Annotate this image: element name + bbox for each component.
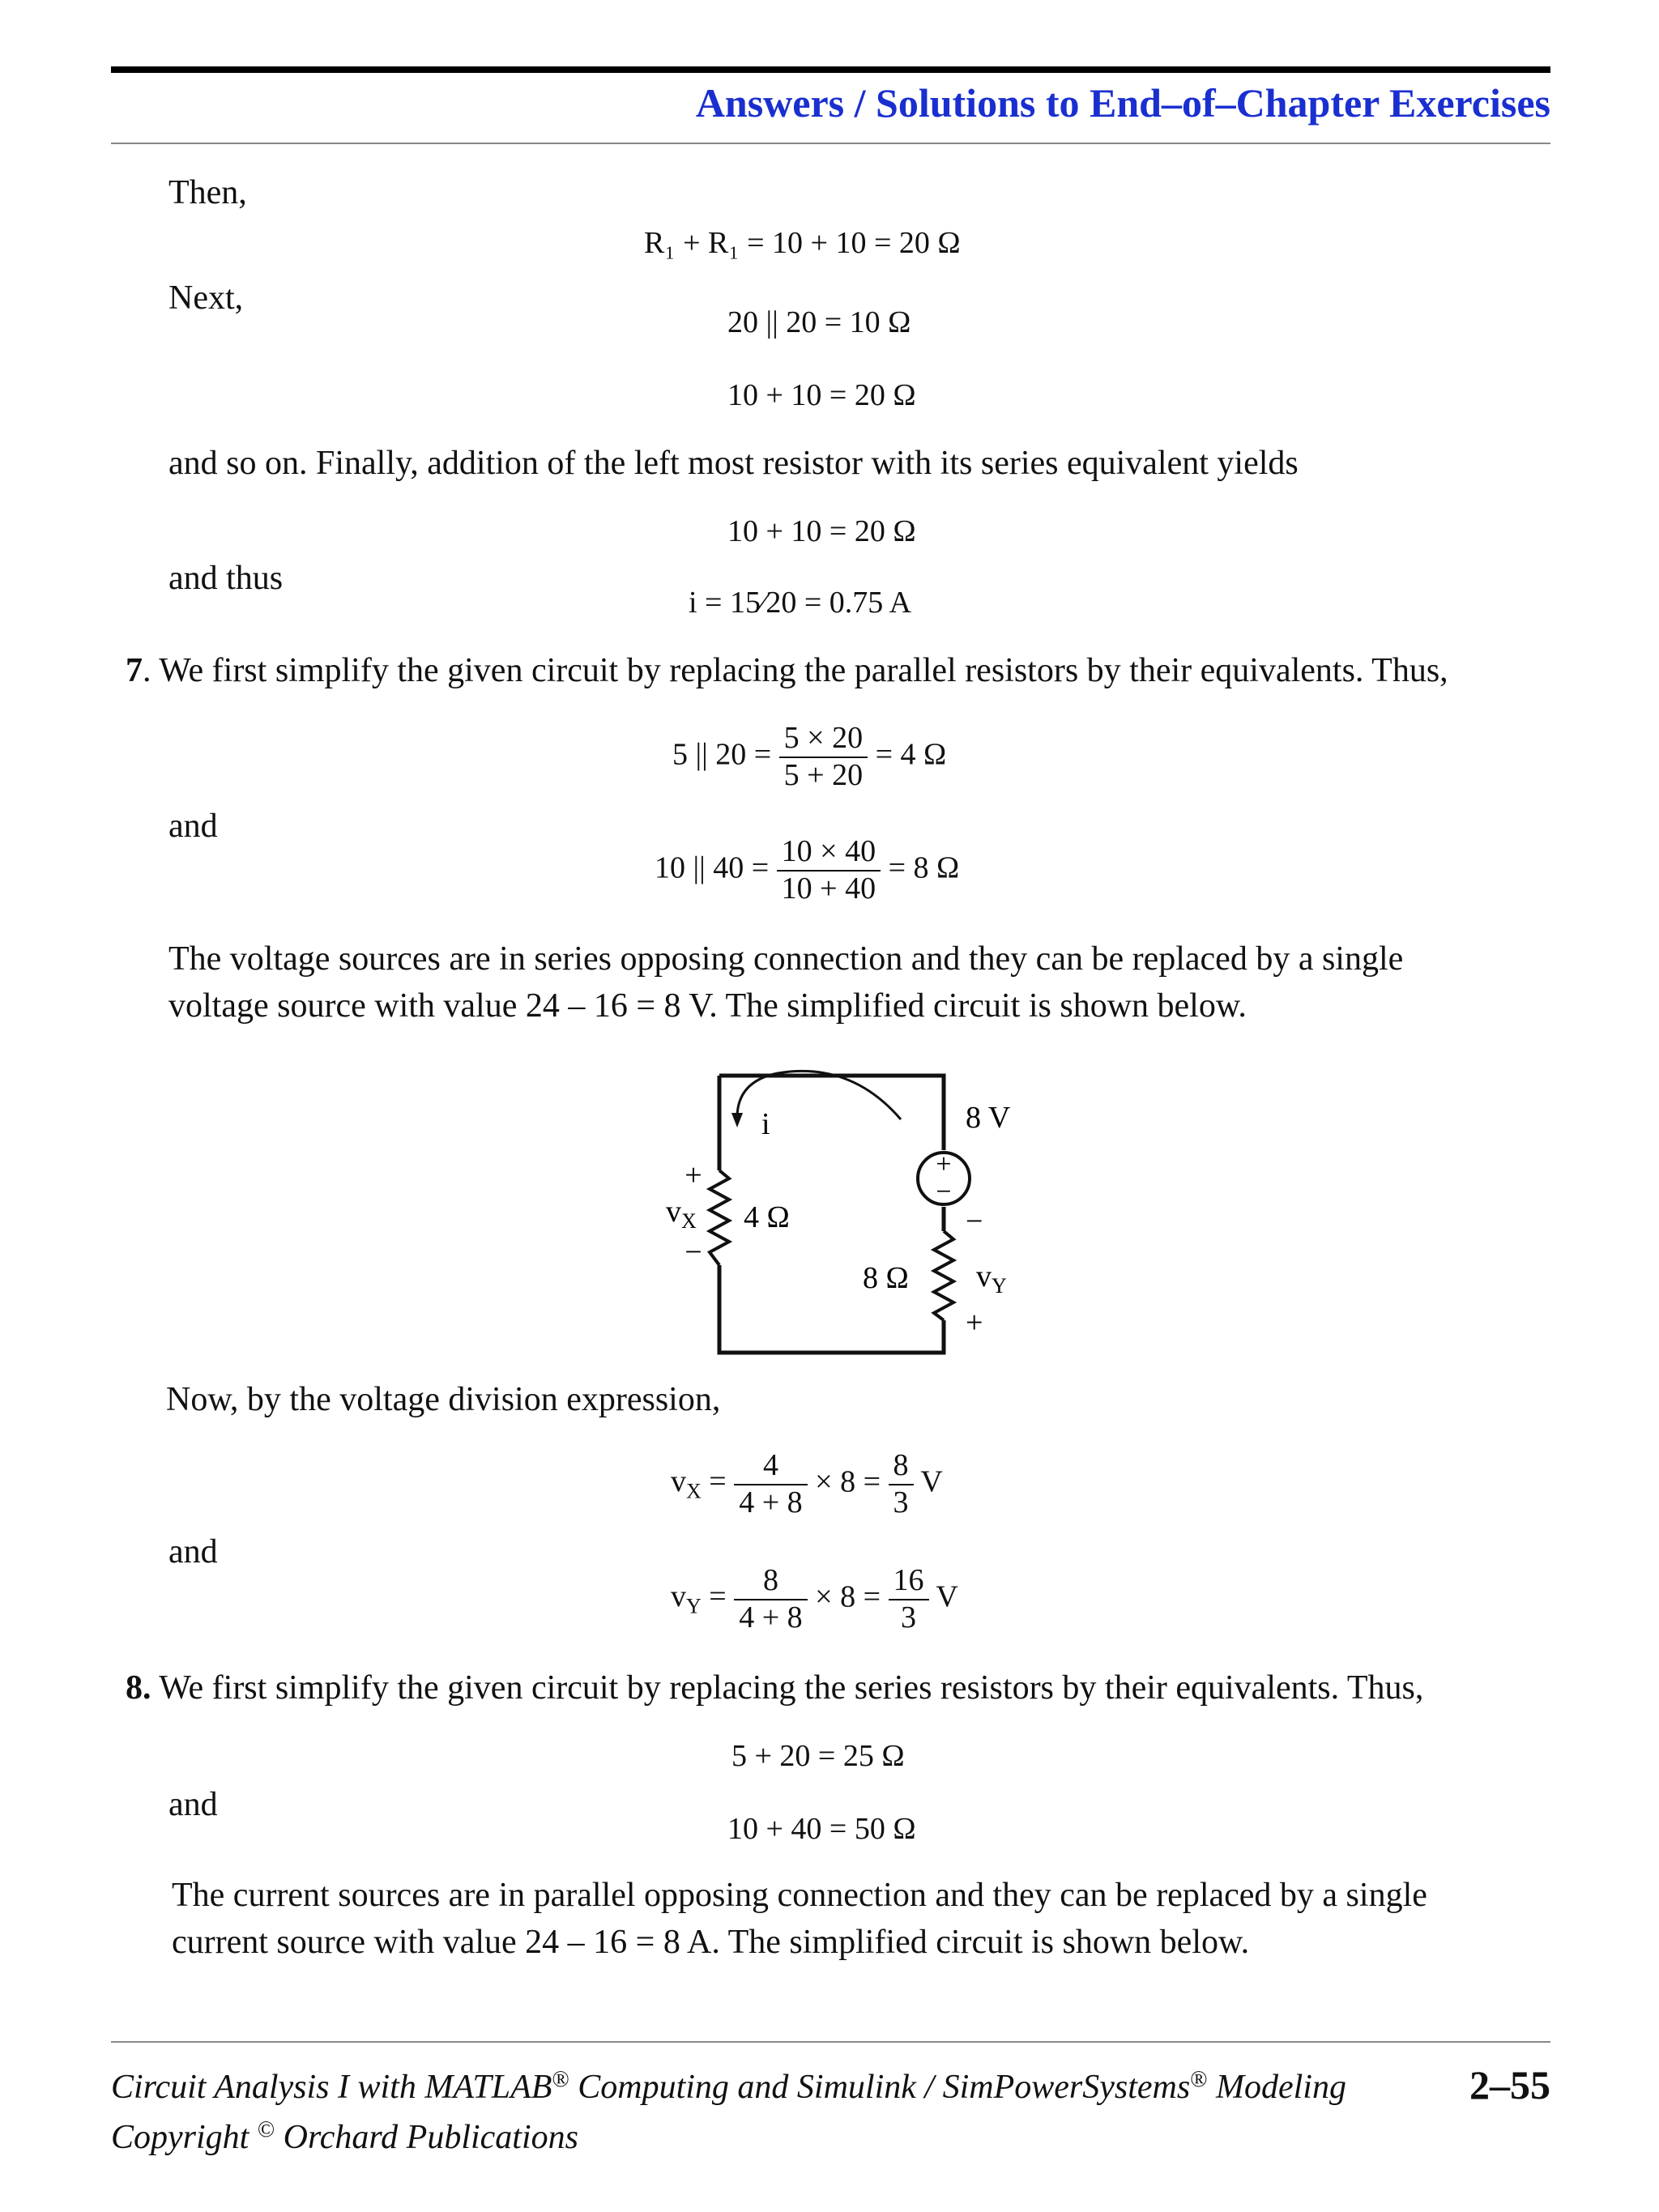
eq8-unit: V [920,1464,943,1499]
eq7-fraction [777,834,881,906]
resistor-8-ohm [934,1231,953,1320]
paragraph-current-sources-line2: current source with value 24 – 16 = 8 A. The simplified circuit is shown below. [172,1924,1250,1961]
eq9-result-fraction: $\frac{16}{3}$ [889,1563,929,1635]
text-then: Then, [168,174,247,211]
eq7-denominator: 10 + 40 [781,871,876,906]
resistor-4-ohm [710,1170,729,1265]
resistor-label-4-ohm: 4 Ω [744,1200,790,1234]
resistor-label-8-ohm: 8 Ω [863,1261,909,1295]
exercise-7-text: . We first simplify the given circuit by replacing the parallel resistors by their equivalents. Thus, [143,652,1448,689]
eq6-fraction [779,721,868,793]
paragraph-exercise-7 [126,650,1448,693]
paragraph-voltage-sources-line1: The voltage sources are in series opposing connection and they can be replaced by a single [168,940,1404,978]
wire-bottom [719,1265,944,1353]
equation-5-plus-20: 5 + 20 = 25 Ω [731,1739,905,1773]
vy-plus-sign: + [966,1306,983,1340]
current-arrow-head [731,1113,743,1127]
paragraph-voltage-sources-line2: voltage source with value 24 – 16 = 8 V. The simplified circuit is shown below. [168,987,1247,1025]
vx-plus-sign: + [684,1158,702,1192]
equation-5-parallel-20 [672,721,946,793]
exercise-8-text: We first simplify the given circuit by replacing the series resistors by their equivalents. Thus, [151,1669,1424,1707]
source-minus-sign: − [936,1177,952,1207]
exercise-7-number: 7 [126,652,143,689]
equation-10-plus-10-a: 10 + 10 = 20 Ω [727,378,916,412]
text-and-3: and [168,1786,218,1823]
paragraph-exercise-8 [126,1667,1423,1710]
equation-r1-plus-r1: R₁ + R₁ = 10 + 10 = 20 Ω [644,226,961,260]
page-number: 2–55 [1469,2062,1550,2108]
eq8-fraction: $\frac{4}{4 + 8}$ [734,1448,807,1520]
eq8-mid: × 8 = [815,1464,881,1499]
footer-rule [111,2041,1550,2043]
eq8-lhs: $v_X$ = [671,1464,727,1503]
vx-minus-sign: − [684,1235,702,1269]
header-rule-thick [111,66,1550,73]
vx-label: $v_X$ [666,1195,697,1233]
source-plus-sign: + [936,1149,952,1179]
eq7-lhs: 10 || 40 = [655,850,770,885]
text-next: Next, [168,279,244,317]
exercise-8-number: 8. [126,1669,151,1707]
page-header-title: Answers / Solutions to End–of–Chapter Exercises [695,80,1550,126]
current-label-i: i [761,1107,770,1141]
vy-minus-sign: − [966,1204,983,1238]
equation-vx [671,1448,943,1520]
circuit-diagram [616,1053,1069,1377]
text-and-thus: and thus [168,560,284,597]
footer-book-title: Circuit Analysis I with MATLAB® Computing and Simulink / SimPowerSystems® Modeling [111,2067,1346,2106]
equation-10-plus-40: 10 + 40 = 50 Ω [727,1812,916,1846]
equation-10-parallel-40 [655,834,959,906]
text-and-1: and [168,808,218,845]
paragraph-current-sources-line1: The current sources are in parallel opposing connection and they can be replaced by a single [172,1877,1427,1914]
text-voltage-division: Now, by the voltage division expression, [166,1381,721,1418]
eq6-lhs: 5 || 20 = [672,737,772,772]
vy-label: $v_Y$ [976,1259,1007,1298]
header-rule-thin [111,143,1550,144]
eq6-denominator: 5 + 20 [783,757,864,792]
footer-copyright: Copyright © Orchard Publications [111,2117,578,2156]
eq6-numerator: 5 × 20 [779,721,868,758]
eq8-result-fraction: $\frac{8}{3}$ [889,1448,914,1520]
text-and-2: and [168,1533,218,1571]
eq9-mid: × 8 = [815,1579,881,1614]
eq6-rhs: = 4 Ω [875,737,947,772]
eq7-numerator: 10 × 40 [777,834,881,872]
eq9-lhs: $v_Y$ = [671,1579,727,1618]
eq9-unit: V [936,1579,958,1614]
wire-top [719,1076,944,1150]
equation-20-parallel-20: 20 || 20 = 10 Ω [727,305,911,339]
source-label-8v: 8 V [966,1101,1011,1135]
eq7-rhs: = 8 Ω [888,850,960,885]
equation-10-plus-10-b: 10 + 10 = 20 Ω [727,514,916,548]
equation-current-i: i = 15⁄20 = 0.75 A [689,586,912,620]
eq9-fraction: $\frac{8}{4 + 8}$ [734,1563,807,1635]
equation-vy [671,1563,958,1635]
text-so-on: and so on. Finally, addition of the left most resistor with its series equivalent yields [168,445,1299,482]
